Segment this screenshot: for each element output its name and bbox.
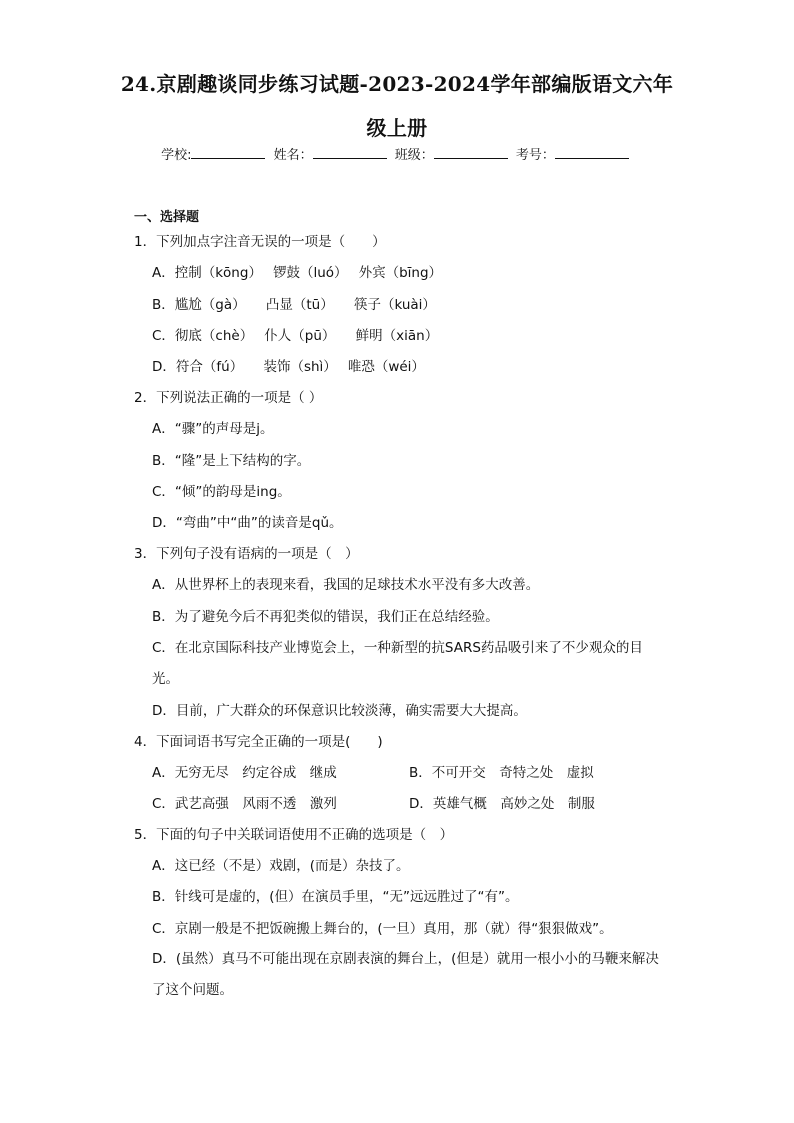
question-2-stem: 2．下列说法正确的一项是（ ） [134, 390, 323, 406]
q2-option-c: C．“倾”的韵母是ing。 [152, 484, 291, 500]
document-title [120, 62, 674, 150]
question-1-stem: 1．下列加点字注音无误的一项是（ ） [134, 234, 386, 250]
question-4-stem: 4．下面词语书写完全正确的一项是( ) [134, 734, 383, 750]
q4-option-c: C．武艺高强 风雨不透 激列 [152, 796, 337, 812]
question-3-stem: 3．下列句子没有语病的一项是（ ） [134, 546, 359, 562]
q5-option-d: D．(虽然）真马不可能出现在京剧表演的舞台上，(但是）就用一根小小的马鞭来解决了这个问题。 [152, 951, 659, 998]
q5-option-b: B．针线可是虚的，(但）在演员手里，“无”远远胜过了“有”。 [152, 889, 519, 905]
q4-option-d: D．英雄气概 高妙之处 制服 [409, 796, 595, 812]
q3-option-a: A．从世界杯上的表现来看，我国的足球技术水平没有多大改善。 [152, 577, 540, 593]
name-blank[interactable] [313, 144, 387, 159]
school-label: 学校: [161, 148, 192, 163]
q4-option-b: B．不可开交 奇特之处 虚拟 [409, 765, 594, 781]
q2-option-a: A．“骤”的声母是j。 [152, 421, 274, 437]
q1-option-d: D．符合（fú） 装饰（shì） 唯恐（wéi） [152, 359, 425, 375]
school-blank[interactable] [191, 144, 265, 159]
q1-option-b: B．尴尬（gà） 凸显（tū） 筷子（kuài） [152, 297, 436, 313]
class-blank[interactable] [434, 144, 508, 159]
q5-option-a: A．这已经（不是）戏剧，(而是）杂技了。 [152, 858, 410, 874]
q3-option-d: D．目前，广大群众的环保意识比较淡薄，确实需要大大提高。 [152, 703, 527, 719]
number-blank[interactable] [555, 144, 629, 159]
section-heading: 一、选择题 [134, 210, 200, 225]
q1-option-c: C．彻底（chè） 仆人（pū） 鲜明（xiān） [152, 328, 439, 344]
q4-option-a: A．无穷无尽 约定谷成 继成 [152, 765, 337, 781]
class-label: 班级： [394, 148, 434, 163]
q3-option-b: B．为了避免今后不再犯类似的错误，我们正在总结经验。 [152, 609, 499, 625]
student-info-line [0, 144, 794, 163]
title-line-2: 级上册 [366, 116, 428, 140]
question-5-stem: 5．下面的句子中关联词语使用不正确的选项是（ ） [134, 827, 454, 843]
q2-option-b: B．“隆”是上下结构的字。 [152, 453, 311, 469]
q2-option-d: D．“弯曲”中“曲”的读音是qǔ。 [152, 515, 343, 531]
q1-option-a: A．控制（kōng） 锣鼓（luó） 外宾（bīng） [152, 265, 443, 281]
name-label: 姓名： [273, 148, 313, 163]
title-line-1: 24.京剧趣谈同步练习试题-2023-2024学年部编版语文六年 [120, 72, 674, 96]
number-label: 考号： [515, 148, 555, 163]
q5-option-c: C．京剧一般是不把饭碗搬上舞台的，(一旦）真用，那（就）得“狠狠做戏”。 [152, 921, 613, 937]
q3-option-c: C．在北京国际科技产业博览会上，一种新型的抗SARS药品吸引来了不少观众的目光。 [152, 640, 643, 687]
